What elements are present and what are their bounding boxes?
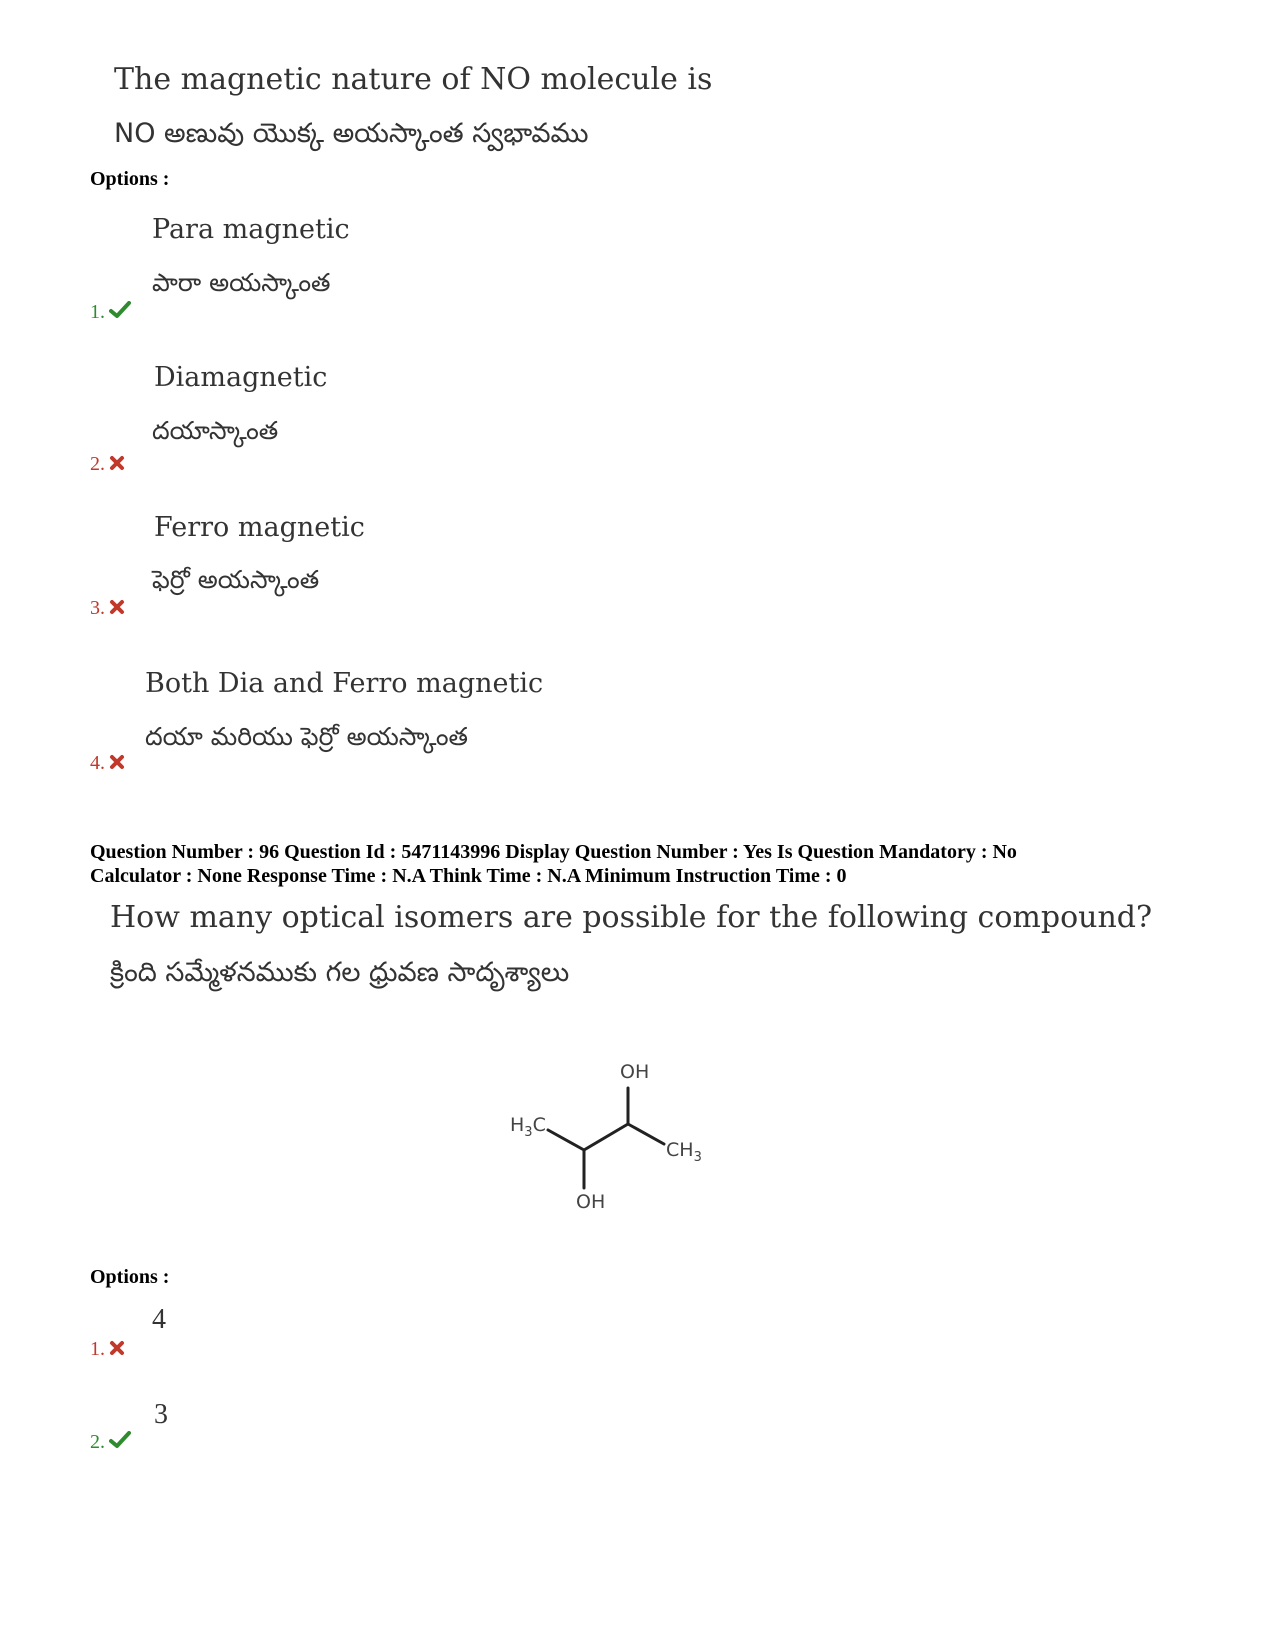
check-mark-icon	[109, 1431, 131, 1455]
question-meta-line: Question Number : 96 Question Id : 5471143996 Display Question Number : Yes Is Question Mandatory : No	[90, 841, 1017, 863]
options-label: Options :	[90, 168, 170, 190]
bond-line	[548, 1130, 584, 1150]
option-number-text: 1.	[90, 1338, 105, 1360]
question-text-en: The magnetic nature of NO molecule is	[114, 62, 713, 97]
bond-line	[584, 1124, 628, 1150]
option-number-text: 3.	[90, 597, 105, 619]
option-text-en: Diamagnetic	[154, 362, 328, 393]
option-number-1	[90, 301, 131, 325]
option-text-te: పారా అయస్కాంత	[152, 268, 331, 297]
option-text-en: Both Dia and Ferro magnetic	[145, 668, 544, 699]
option-number-4	[90, 752, 125, 776]
molecule-label-oh-bottom: OH	[576, 1191, 606, 1213]
cross-mark-icon	[109, 1339, 125, 1362]
check-mark-icon	[109, 301, 131, 325]
option-number-2	[90, 453, 125, 477]
molecule-label-oh-top: OH	[620, 1061, 650, 1083]
cross-mark-icon	[109, 753, 125, 776]
question-text-te: NO అణువు యొక్క అయస్కాంత స్వభావము	[114, 118, 589, 149]
question-meta-line: Calculator : None Response Time : N.A Think Time : N.A Minimum Instruction Time : 0	[90, 865, 847, 887]
question-meta	[90, 840, 1017, 888]
option-number-2	[90, 1431, 131, 1455]
option-number-text: 1.	[90, 301, 105, 323]
option-text-en: Ferro magnetic	[154, 512, 365, 543]
option-number-text: 2.	[90, 453, 105, 475]
option-text-te: దయాస్కాంత	[152, 416, 279, 445]
molecule-label-h3c: $H_3C$	[510, 1114, 546, 1140]
option-text-te: ఫెర్రో అయస్కాంత	[152, 565, 320, 594]
question-text-en: How many optical isomers are possible for the following compound?	[110, 900, 1153, 935]
option-value: 3	[154, 1399, 168, 1430]
option-text-te: దయా మరియు ఫెర్రో అయస్కాంత	[145, 722, 468, 751]
option-number-3	[90, 597, 125, 621]
question-text-te: క్రింది సమ్మేళనముకు గల ధ్రువణ సాదృశ్యాలు	[110, 957, 570, 988]
cross-mark-icon	[109, 454, 125, 477]
bond-line	[628, 1124, 664, 1144]
option-number-text: 4.	[90, 752, 105, 774]
cross-mark-icon	[109, 598, 125, 621]
option-number-1	[90, 1338, 125, 1362]
option-text-en: Para magnetic	[152, 214, 350, 245]
molecule-structure-diagram	[500, 1050, 740, 1225]
option-value: 4	[152, 1304, 166, 1335]
molecule-label-ch3: $CH_3$	[666, 1139, 702, 1165]
option-number-text: 2.	[90, 1431, 105, 1453]
options-label: Options :	[90, 1266, 170, 1288]
